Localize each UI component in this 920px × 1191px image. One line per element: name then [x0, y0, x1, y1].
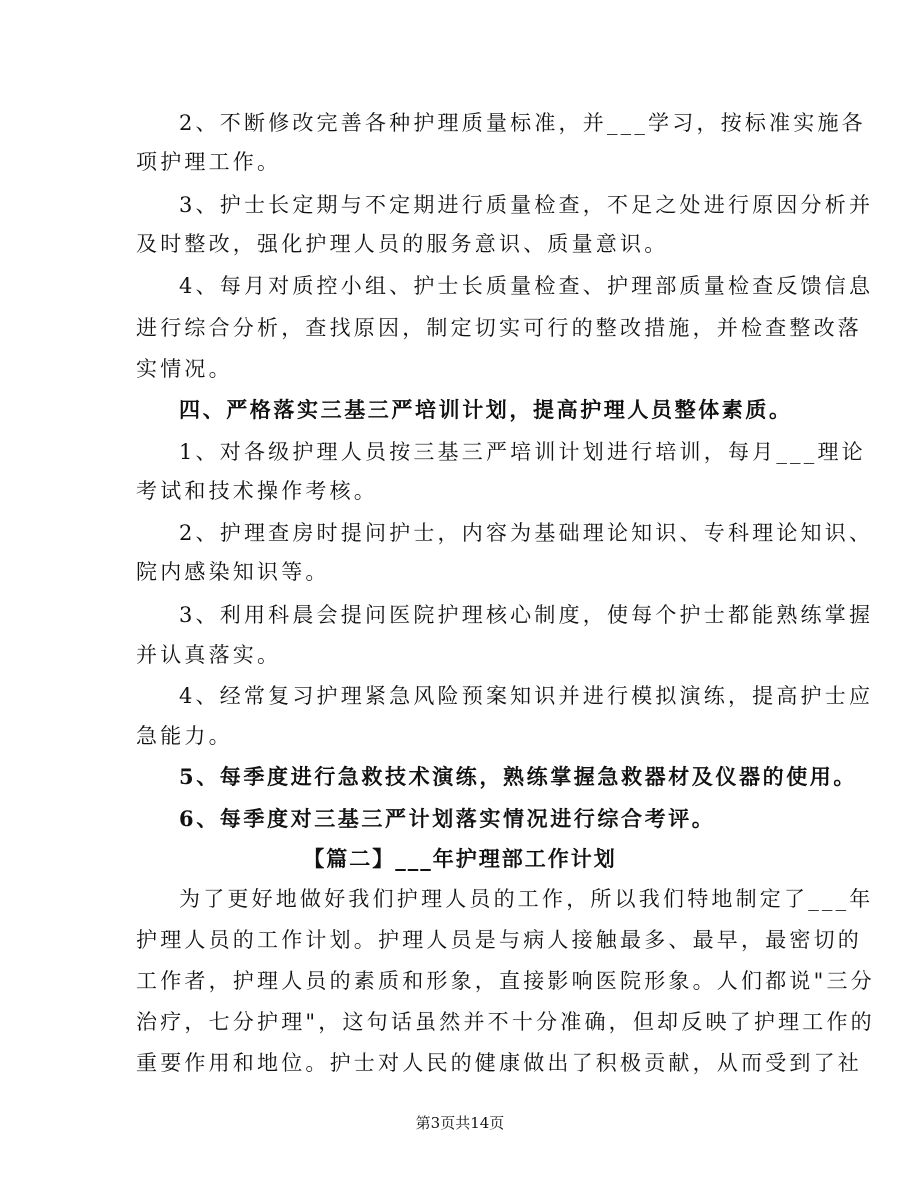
paragraph-line: 4、每月对质控小组、护士长质量检查、护理部质量检查反馈信息	[179, 274, 874, 298]
paragraph-line: 急能力。	[136, 724, 233, 748]
section-heading: 四、严格落实三基三严培训计划，提高护理人员整体素质。	[179, 397, 793, 422]
paragraph-line: 2、护理查房时提问护士，内容为基础理论知识、专科理论知识、	[179, 521, 874, 545]
paragraph-line: 治疗，七分护理"，这句话虽然并不十分准确，但却反映了护理工作的	[136, 1010, 875, 1034]
paragraph-line: 及时整改，强化护理人员的服务意识、质量意识。	[136, 232, 669, 256]
paragraph-line: 1、对各级护理人员按三基三严培训计划进行培训，每月___理论	[179, 440, 866, 464]
paragraph-line: 为了更好地做好我们护理人员的工作，所以我们特地制定了___年	[179, 887, 874, 911]
page-number-footer: 第3页共14页	[415, 1114, 505, 1132]
paragraph-line: 并认真落实。	[136, 643, 282, 667]
paragraph-line: 项护理工作。	[136, 150, 282, 174]
emphasized-line: 6、每季度对三基三严计划落实情况进行综合考评。	[179, 806, 716, 831]
paragraph-line: 院内感染知识等。	[136, 560, 330, 584]
paragraph-line: 护理人员的工作计划。护理人员是与病人接触最多、最早，最密切的	[136, 928, 862, 952]
paragraph-line: 3、护士长定期与不定期进行质量检查，不足之处进行原因分析并	[179, 193, 874, 217]
paragraph-line: 进行综合分析，查找原因，制定切实可行的整改措施，并检查整改落	[136, 316, 862, 340]
paragraph-line: 实情况。	[136, 357, 233, 381]
emphasized-line: 5、每季度进行急救技术演练，熟练掌握急救器材及仪器的使用。	[179, 764, 858, 789]
paragraph-line: 4、经常复习护理紧急风险预案知识并进行模拟演练，提高护士应	[179, 684, 874, 708]
section-title: 【篇二】___年护理部工作计划	[303, 846, 617, 871]
paragraph-line: 考试和技术操作考核。	[136, 479, 378, 503]
paragraph-line: 2、不断修改完善各种护理质量标准，并___学习，按标准实施各	[179, 111, 866, 135]
paragraph-line: 工作者，护理人员的素质和形象，直接影响医院形象。人们都说"三分	[136, 969, 875, 993]
paragraph-line: 3、利用科晨会提问医院护理核心制度，使每个护士都能熟练掌握	[179, 603, 874, 627]
paragraph-line: 重要作用和地位。护士对人民的健康做出了积极贡献，从而受到了社	[136, 1051, 862, 1075]
